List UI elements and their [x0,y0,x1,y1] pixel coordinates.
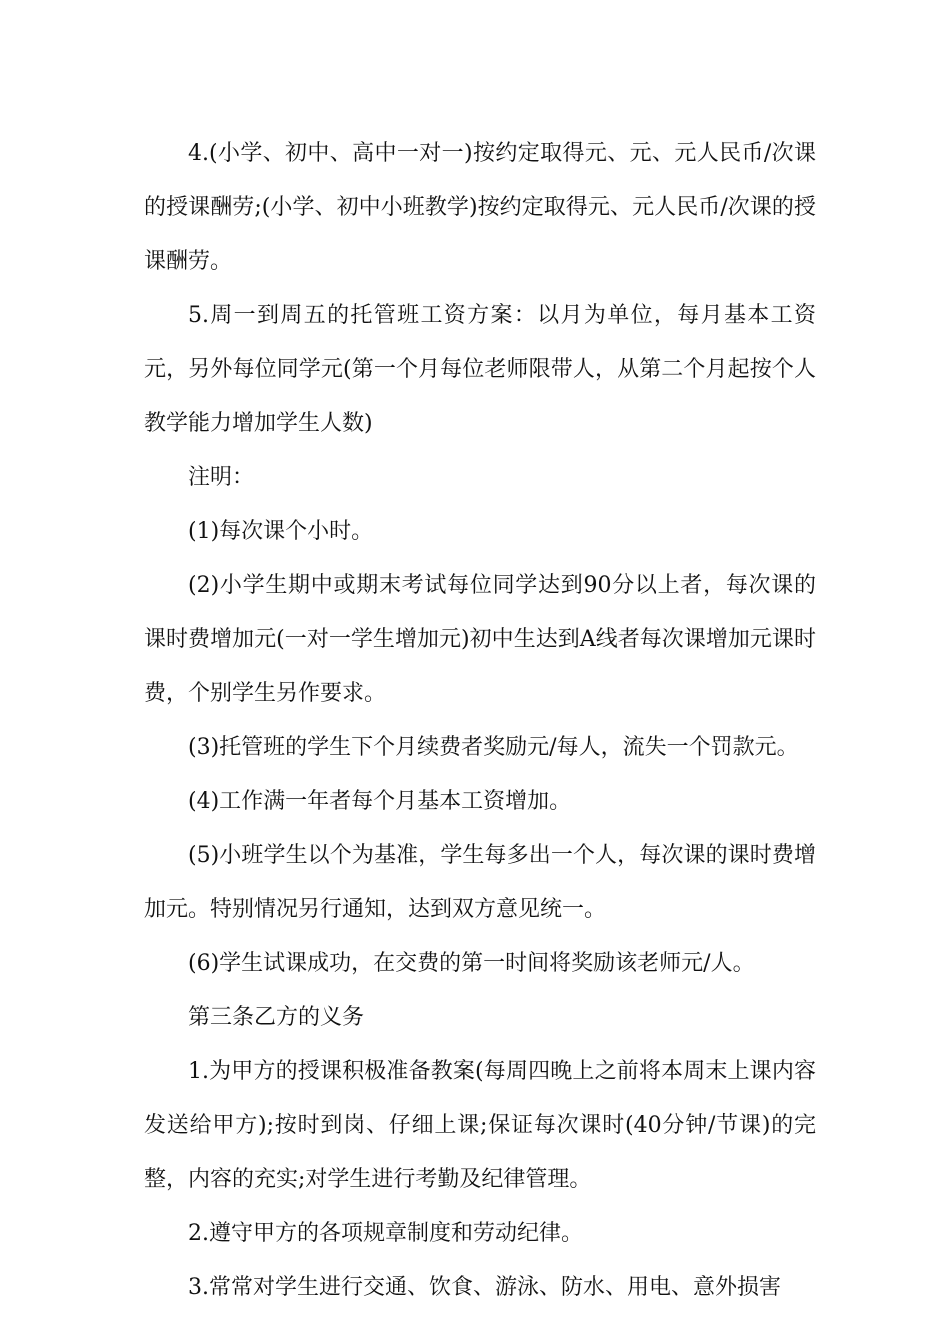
paragraph-duty-1: 1.为甲方的授课积极准备教案(每周四晚上之前将本周末上课内容发送给甲方);按时到岗、仔细上课;保证每次课时(40分钟/节课)的完整，内容的充实;对学生进行考勤及纪律管理。 [144,1059,816,1192]
paragraph-item-4-fee: 4.(小学、初中、高中一对一)按约定取得元、元、元人民币/次课的授课酬劳;(小学、初中小班教学)按约定取得元、元人民币/次课的授课酬劳。 [144,141,816,274]
paragraph-note-4: (4)工作满一年者每个月基本工资增加。 [188,789,572,814]
paragraph-note-3: (3)托管班的学生下个月续费者奖励元/每人，流失一个罚款元。 [188,735,799,760]
section-heading-article-3: 第三条乙方的义务 [188,1005,365,1030]
paragraph-note-1: (1)每次课个小时。 [188,519,374,544]
paragraph-note-2: (2)小学生期中或期末考试每位同学达到90分以上者，每次课的课时费增加元(一对一学生增加元)初中生达到A线者每次课增加元课时费，个别学生另作要求。 [144,573,816,706]
paragraph-note-heading: 注明： [188,465,255,490]
paragraph-duty-3: 3.常常对学生进行交通、饮食、游泳、防水、用电、意外损害 [188,1275,781,1300]
paragraph-duty-2: 2.遵守甲方的各项规章制度和劳动纪律。 [188,1221,583,1246]
document-body [144,127,816,1315]
paragraph-note-6: (6)学生试课成功，在交费的第一时间将奖励该老师元/人。 [188,951,755,976]
paragraph-item-5-daycare-salary: 5.周一到周五的托管班工资方案：以月为单位，每月基本工资元，另外每位同学元(第一个月每位老师限带人，从第二个月起按个人教学能力增加学生人数) [144,303,816,436]
paragraph-note-5: (5)小班学生以个为基准，学生每多出一个人，每次课的课时费增加元。特别情况另行通知，达到双方意见统一。 [144,843,816,922]
